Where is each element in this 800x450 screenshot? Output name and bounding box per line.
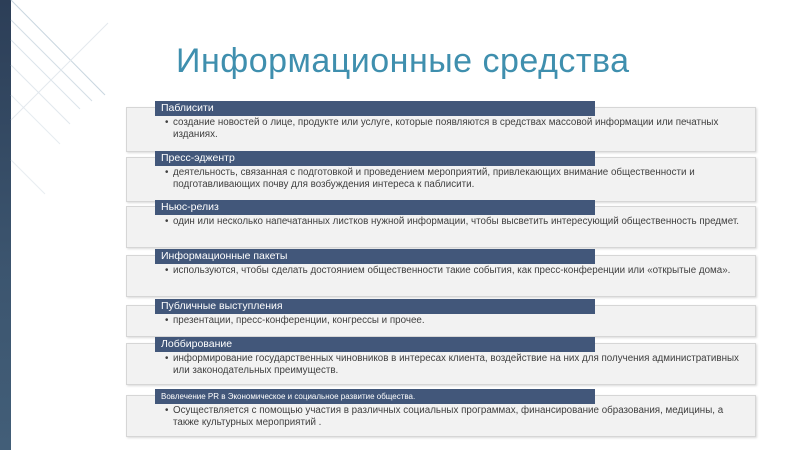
bullet-marker: • bbox=[165, 353, 169, 364]
bullet-marker: • bbox=[165, 216, 169, 227]
card-text: используются, чтобы сделать достоянием общественности такие события, как пресс-конференции или «открытые дома». bbox=[173, 265, 731, 276]
card-text: один или несколько напечатанных листков нужной информации, чтобы высветить интересующий общественность предмет. bbox=[173, 216, 740, 227]
card-text: информирование государственных чиновников в интересах клиента, воздействие на них для получения административных или законодательных преимуществ. bbox=[173, 353, 739, 376]
card-description bbox=[165, 265, 745, 277]
card-description bbox=[165, 216, 745, 228]
card-label-press-agent: Пресс-эджентр bbox=[155, 151, 595, 166]
slide-title: Информационные средства bbox=[176, 42, 630, 80]
card-label-public-speaking: Публичные выступления bbox=[155, 299, 595, 314]
card-label-lobbying: Лоббирование bbox=[155, 337, 595, 352]
bullet-marker: • bbox=[165, 117, 169, 128]
card-description bbox=[165, 315, 745, 327]
card-label-social-development: Вовлечение PR в Экономическое и социальное развитие общества. bbox=[155, 389, 595, 404]
card-description bbox=[165, 353, 745, 377]
card-description bbox=[165, 117, 745, 141]
card-text: Осуществляется с помощью участия в различных социальных программах, финансирование образования, медицины, а также культурных мероприятий . bbox=[173, 405, 724, 428]
card-text: деятельность, связанная с подготовкой и проведением мероприятий, привлекающих внимание общественности и подготавливающих почву для возбуждения интереса к паблисити. bbox=[173, 167, 695, 190]
bullet-marker: • bbox=[165, 265, 169, 276]
bullet-marker: • bbox=[165, 167, 169, 178]
card-description bbox=[165, 167, 745, 191]
card-text: презентации, пресс-конференции, конгрессы и прочее. bbox=[173, 315, 425, 326]
decorative-lines bbox=[0, 0, 110, 450]
card-label-info-packages: Информационные пакеты bbox=[155, 249, 595, 264]
card-description bbox=[165, 405, 745, 429]
card-text: создание новостей о лице, продукте или услуге, которые появляются в средствах массовой информации или печатных изданиях. bbox=[173, 117, 719, 140]
bullet-marker: • bbox=[165, 315, 169, 326]
bullet-marker: • bbox=[165, 405, 169, 416]
card-label-news-release: Ньюс-релиз bbox=[155, 200, 595, 215]
card-label-publicity: Паблисити bbox=[155, 101, 595, 116]
